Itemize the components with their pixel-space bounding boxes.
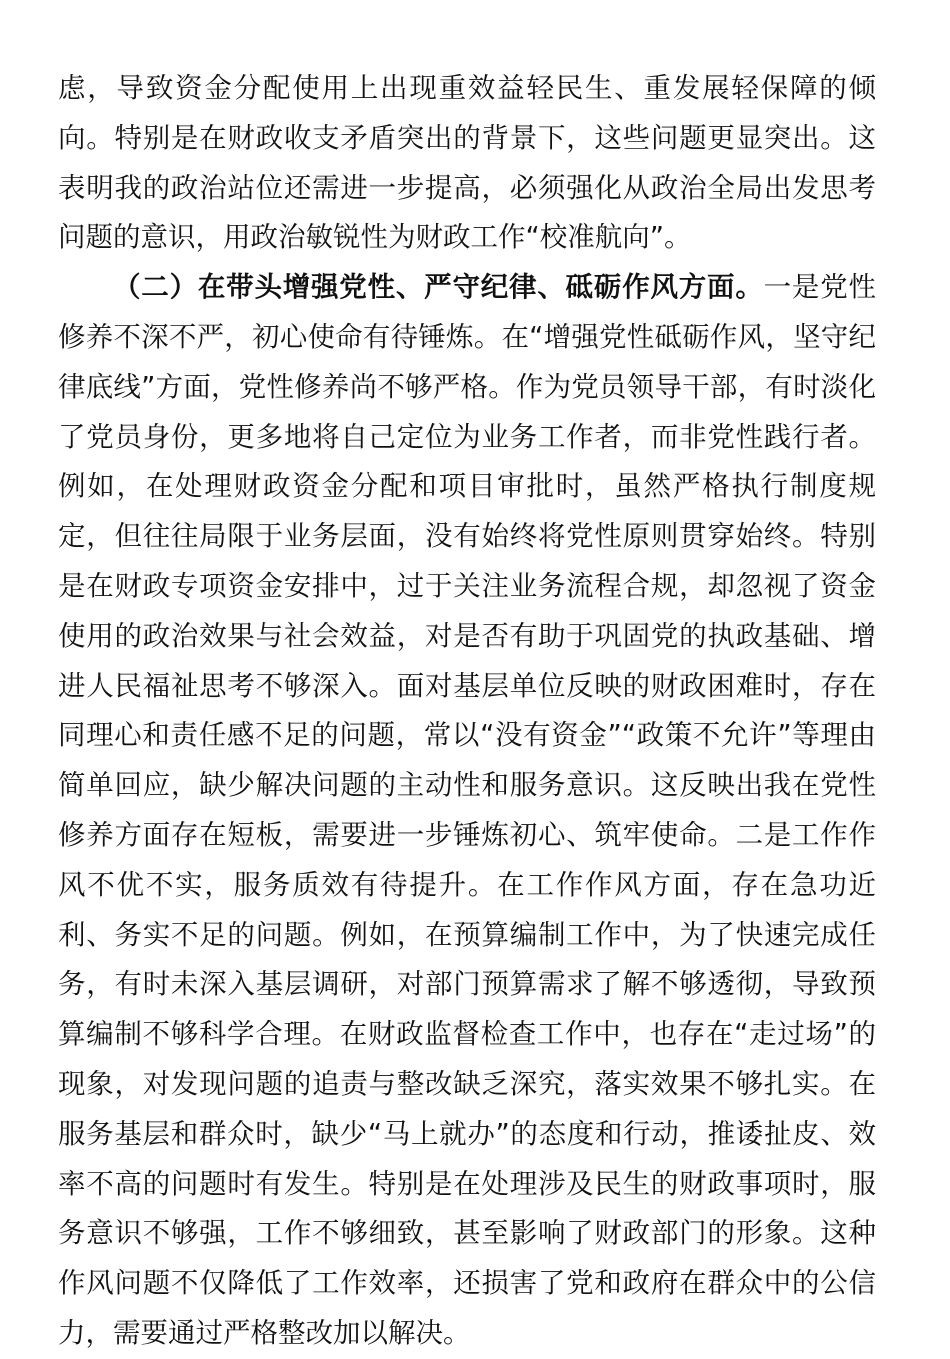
- section-2-paragraph: [58, 263, 876, 1359]
- paragraph-continued: 虑，导致资金分配使用上出现重效益轻民生、重发展轻保障的倾向。特别是在财政收支矛盾突出的背景下，这些问题更显突出。这表明我的政治站位还需进一步提高，必须强化从政治全局出发思考问题的意识，用政治敏锐性为财政工作“校准航向”。: [58, 72, 876, 254]
- document-page: [58, 64, 876, 1359]
- section-2-body: 一是党性修养不深不严，初心使命有待锤炼。在“增强党性砥砺作风，坚守纪律底线”方面，党性修养尚不够严格。作为党员领导干部，有时淡化了党员身份，更多地将自己定位为业务工作者，而非党性践行者。例如，在处理财政资金分配和项目审批时，虽然严格执行制度规定，但往往局限于业务层面，没有始终将党性原则贯穿始终。特别是在财政专项资金安排中，过于关注业务流程合规，却忽视了资金使用的政治效果与社会效益，对是否有助于巩固党的执政基础、增进人民福祉思考不够深入。面对基层单位反映的财政困难时，存在同理心和责任感不足的问题，常以“没有资金”“政策不允许”等理由简单回应，缺少解决问题的主动性和服务意识。这反映出我在党性修养方面存在短板，需要进一步锤炼初心、筑牢使命。二是工作作风不优不实，服务质效有待提升。在工作作风方面，存在急功近利、务实不足的问题。例如，在预算编制工作中，为了快速完成任务，有时未深入基层调研，对部门预算需求了解不够透彻，导致预算编制不够科学合理。在财政监督检查工作中，也存在“走过场”的现象，对发现问题的追责与整改缺乏深究，落实效果不够扎实。在服务基层和群众时，缺少“马上就办”的态度和行动，推诿扯皮、效率不高的问题时有发生。特别是在处理涉及民生的财政事项时，服务意识不够强，工作不够细致，甚至影响了财政部门的形象。这种作风问题不仅降低了工作效率，还损害了党和政府在群众中的公信力，需要通过严格整改加以解决。: [58, 271, 877, 1349]
- section-2-heading: （二）在带头增强党性、严守纪律、砥砺作风方面。: [113, 271, 764, 304]
